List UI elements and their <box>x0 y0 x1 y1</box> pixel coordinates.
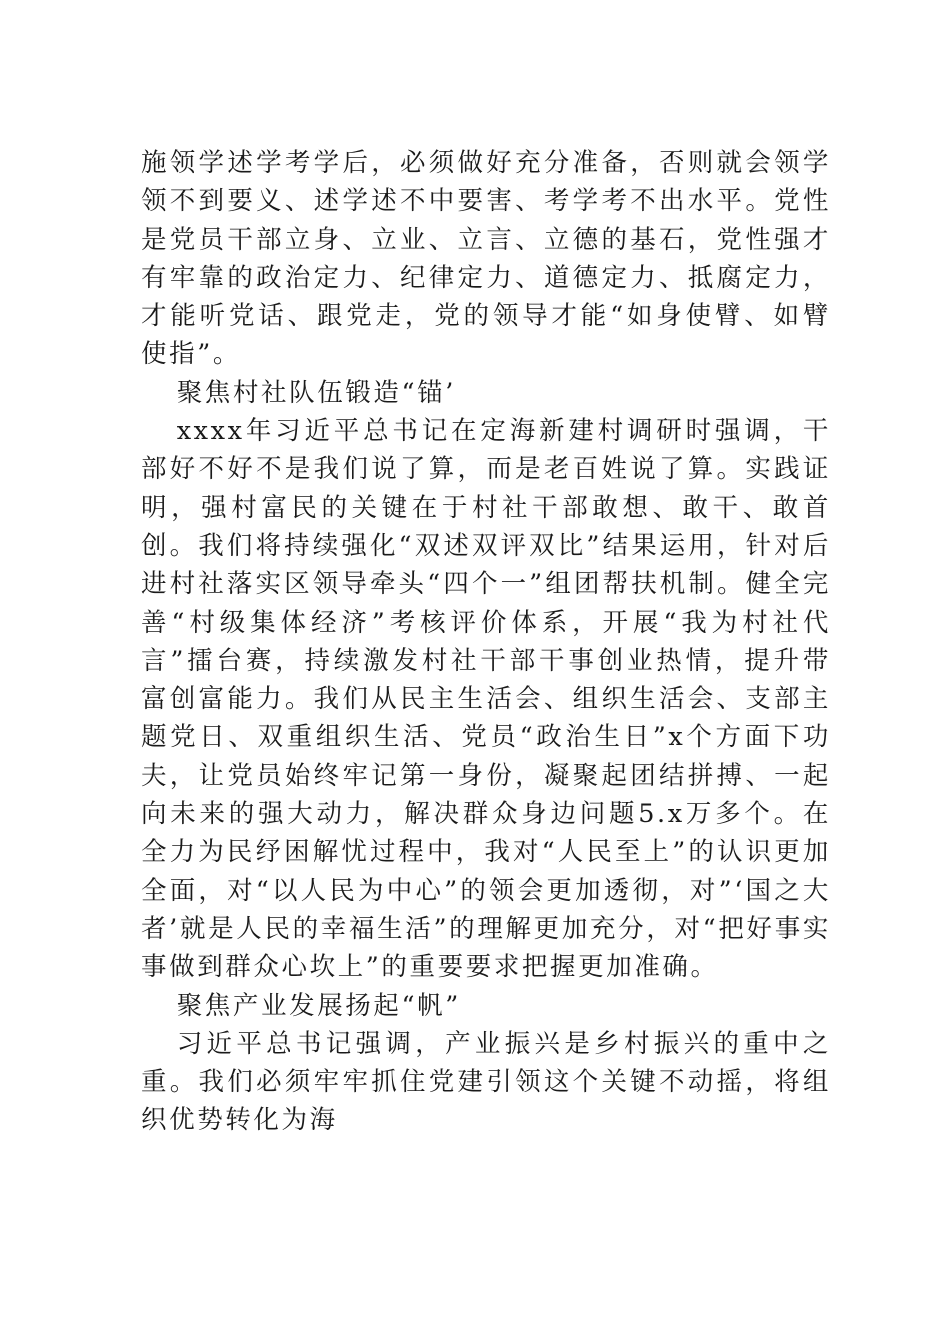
paragraph-industry: 习近平总书记强调，产业振兴是乡村振兴的重中之重。我们必须牢牢抓住党建引领这个关键不动摇，将组织优势转化为海 <box>141 1028 831 1136</box>
section-heading-industry: 聚焦产业发展扬起“帆” <box>176 990 461 1021</box>
document-body <box>141 144 831 1140</box>
paragraph-village-team: xxxx年习近平总书记在定海新建村调研时强调，干部好不好不是我们说了算，而是老百姓说了算。实践证明，强村富民的关键在于村社干部敢想、敢干、敢首创。我们将持续强化“双述双评双比”结果运用，针对后进村社落实区领导牵头“四个一”组团帮扶机制。健全完善“村级集体经济”考核评价体系，开展“我为村社代言”擂台赛，持续激发村社干部干事创业热情，提升带富创富能力。我们从民主生活会、组织生活会、支部主题党日、双重组织生活、党员“政治生日”x个方面下功夫，让党员始终牢记第一身份，凝聚起团结拼搏、一起向未来的强大动力，解决群众身边问题5.x万多个。在全力为民纾困解忧过程中，我对“人民至上”的认识更加全面，对“以人民为中心”的领会更加透彻，对”‘国之大者’就是人民的幸福生活”的理解更加充分，对“把好事实事做到群众心坎上”的重要要求把握更加准确。 <box>141 416 831 983</box>
section-heading-village-team: 聚焦村社队伍锻造“锚’ <box>176 377 456 408</box>
paragraph-continued: 施领学述学考学后，必须做好充分准备，否则就会领学领不到要义、述学述不中要害、考学考不出水平。党性是党员干部立身、立业、立言、立德的基石，党性强才有牢靠的政治定力、纪律定力、道德定力、抵腐定力，才能听党话、跟党走，党的领导才能“如身使臂、如臂使指”。 <box>141 148 831 370</box>
